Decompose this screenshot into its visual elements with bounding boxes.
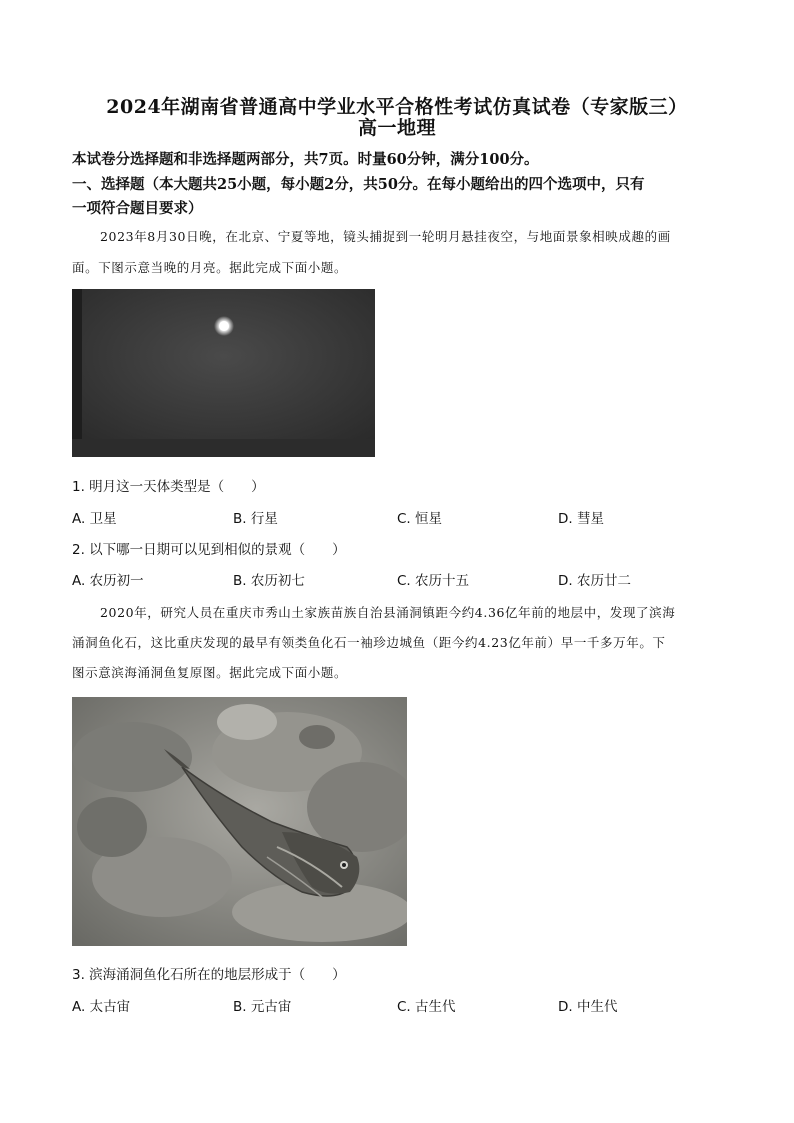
passage2-line3: 图示意滨海涌洞鱼复原图。据此完成下面小题。 [72, 665, 348, 680]
question-3-option-b[interactable]: B. 元古宙 [233, 999, 292, 1015]
section-heading-line1: 一、选择题（本大题共25小题，每小题2分，共50分。在每小题给出的四个选项中，只有 [72, 176, 645, 193]
section-heading-line2: 一项符合题目要求） [72, 200, 203, 217]
question-1-option-a[interactable]: A. 卫星 [72, 511, 117, 527]
exam-intro: 本试卷分选择题和非选择题两部分，共7页。时量60分钟，满分100分。 [72, 151, 539, 168]
question-2-option-c[interactable]: C. 农历十五 [397, 573, 470, 589]
question-1-stem: 1. 明月这一天体类型是（ ） [72, 479, 265, 495]
question-3-option-c[interactable]: C. 古生代 [397, 999, 456, 1015]
passage1-line1: 2023年8月30日晚，在北京、宁夏等地，镜头捕捉到一轮明月悬挂夜空，与地面景象相映成趣的画 [100, 229, 671, 244]
question-2-option-a[interactable]: A. 农历初一 [72, 573, 144, 589]
passage1-line2: 面。下图示意当晚的月亮。据此完成下面小题。 [72, 260, 348, 275]
passage2-line1: 2020年，研究人员在重庆市秀山土家族苗族自治县涌洞镇距今约4.36亿年前的地层中，发现了滨海 [100, 605, 676, 620]
fish-reconstruction-photo [72, 697, 407, 946]
passage2-line2: 涌洞鱼化石，这比重庆发现的最早有领类鱼化石一袖珍边城鱼（距今约4.23亿年前）早一千多万年。下 [72, 635, 666, 650]
question-3-option-d[interactable]: D. 中生代 [558, 999, 618, 1015]
moon-photo [72, 289, 375, 457]
exam-subject: 高一地理 [357, 117, 436, 139]
fish-photo-graphic [72, 697, 407, 946]
exam-title: 2024年湖南省普通高中学业水平合格性考试仿真试卷（专家版三） [106, 96, 688, 118]
moon-photo-graphic [72, 289, 375, 457]
question-1-option-c[interactable]: C. 恒星 [397, 511, 443, 527]
question-3-stem: 3. 滨海涌洞鱼化石所在的地层形成于（ ） [72, 967, 346, 983]
question-1-option-b[interactable]: B. 行星 [233, 511, 278, 527]
question-2-option-d[interactable]: D. 农历廿二 [558, 573, 631, 589]
question-3-option-a[interactable]: A. 太古宙 [72, 999, 131, 1015]
question-2-stem: 2. 以下哪一日期可以见到相似的景观（ ） [72, 542, 346, 558]
question-2-option-b[interactable]: B. 农历初七 [233, 573, 305, 589]
question-1-option-d[interactable]: D. 彗星 [558, 511, 604, 527]
